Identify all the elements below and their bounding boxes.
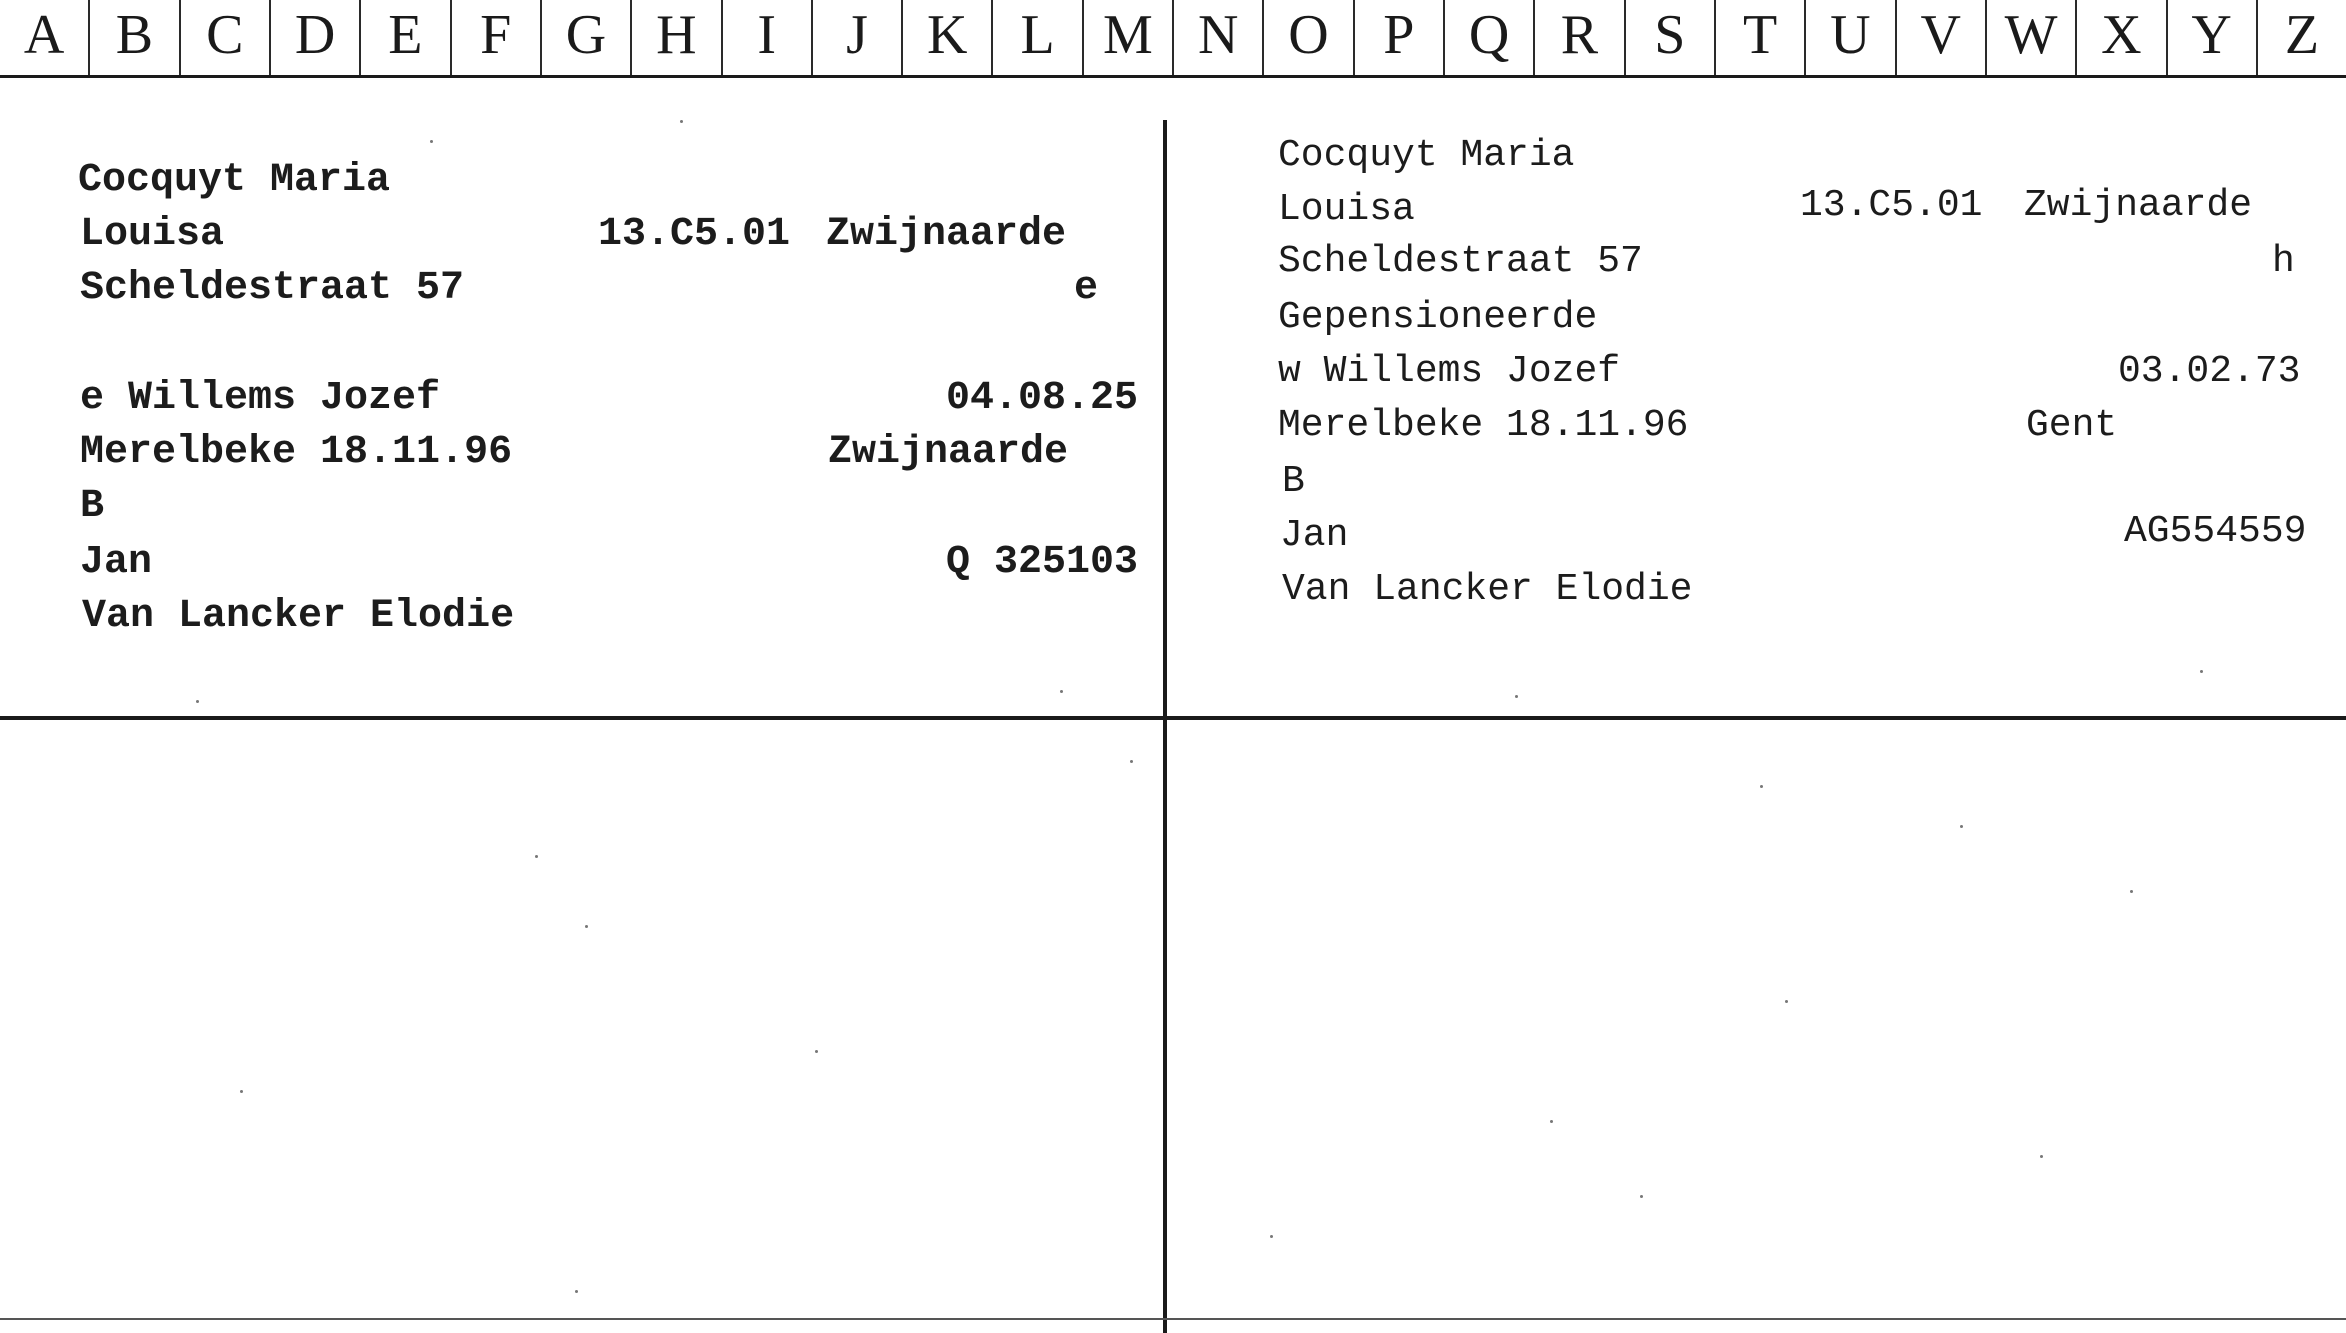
index-letter-w: W xyxy=(1987,0,2077,75)
index-letter-k: K xyxy=(903,0,993,75)
index-letter-h: H xyxy=(632,0,722,75)
index-letter-m: M xyxy=(1084,0,1174,75)
card-bottom-edge xyxy=(0,1318,2346,1320)
index-letter-f: F xyxy=(452,0,542,75)
index-letter-u: U xyxy=(1806,0,1896,75)
right-death-place: Gent xyxy=(2026,404,2118,447)
left-spouse-birth: Merelbeke 18.11.96 xyxy=(80,430,513,475)
right-father: Jan xyxy=(1280,514,1349,557)
left-spouse: e Willems Jozef xyxy=(80,376,441,421)
left-birth-date: 13.C5.01 xyxy=(598,212,791,257)
index-letter-l: L xyxy=(993,0,1083,75)
right-category: B xyxy=(1282,460,1305,503)
index-letter-n: N xyxy=(1174,0,1264,75)
index-letter-e: E xyxy=(361,0,451,75)
left-surname-line: Cocquyt Maria xyxy=(78,158,391,203)
left-status-code: e xyxy=(1074,266,1099,311)
right-birth-place: Zwijnaarde xyxy=(2024,184,2253,227)
left-category: B xyxy=(80,484,105,529)
index-letter-a: A xyxy=(0,0,90,75)
index-letter-g: G xyxy=(542,0,632,75)
left-mother: Van Lancker Elodie xyxy=(82,594,515,639)
index-letter-x: X xyxy=(2077,0,2167,75)
index-letter-t: T xyxy=(1716,0,1806,75)
index-letter-y: Y xyxy=(2168,0,2258,75)
card-divider-vertical xyxy=(1163,120,1167,1333)
index-letter-z: Z xyxy=(2284,4,2320,66)
right-birth-date: 13.C5.01 xyxy=(1800,184,1983,227)
right-given-name: Louisa xyxy=(1278,188,1415,231)
left-marriage-date: 04.08.25 xyxy=(946,376,1139,421)
alphabet-index-ruler xyxy=(0,0,2346,78)
index-letter-r: R xyxy=(1535,0,1625,75)
index-letter-v: V xyxy=(1897,0,1987,75)
right-id-number: AG554559 xyxy=(2124,510,2307,553)
left-father: Jan xyxy=(80,540,153,585)
right-status-code: h xyxy=(2272,240,2295,283)
left-birth-place: Zwijnaarde xyxy=(826,212,1067,257)
index-letter-o: O xyxy=(1264,0,1354,75)
right-surname-line: Cocquyt Maria xyxy=(1278,134,1575,177)
index-letter-s: S xyxy=(1626,0,1716,75)
card-divider-horizontal-left xyxy=(0,716,1165,720)
right-occupation: Gepensioneerde xyxy=(1278,296,1598,339)
right-spouse-birth: Merelbeke 18.11.96 xyxy=(1278,404,1689,447)
index-letter-i: I xyxy=(723,0,813,75)
index-letter-d: D xyxy=(271,0,361,75)
right-mother: Van Lancker Elodie xyxy=(1282,568,1693,611)
index-letter-q: Q xyxy=(1445,0,1535,75)
right-spouse: w Willems Jozef xyxy=(1278,350,1621,393)
left-address: Scheldestraat 57 xyxy=(80,266,465,311)
card-divider-horizontal-right xyxy=(1167,716,2346,720)
index-letter-j: J xyxy=(813,0,903,75)
index-letter-b: B xyxy=(90,0,180,75)
index-letter-c: C xyxy=(181,0,271,75)
right-address: Scheldestraat 57 xyxy=(1278,240,1643,283)
left-given-name: Louisa xyxy=(80,212,225,257)
right-death-date: 03.02.73 xyxy=(2118,350,2301,393)
index-letter-p: P xyxy=(1355,0,1445,75)
left-marriage-place: Zwijnaarde xyxy=(828,430,1069,475)
left-id-number: Q 325103 xyxy=(946,540,1139,585)
